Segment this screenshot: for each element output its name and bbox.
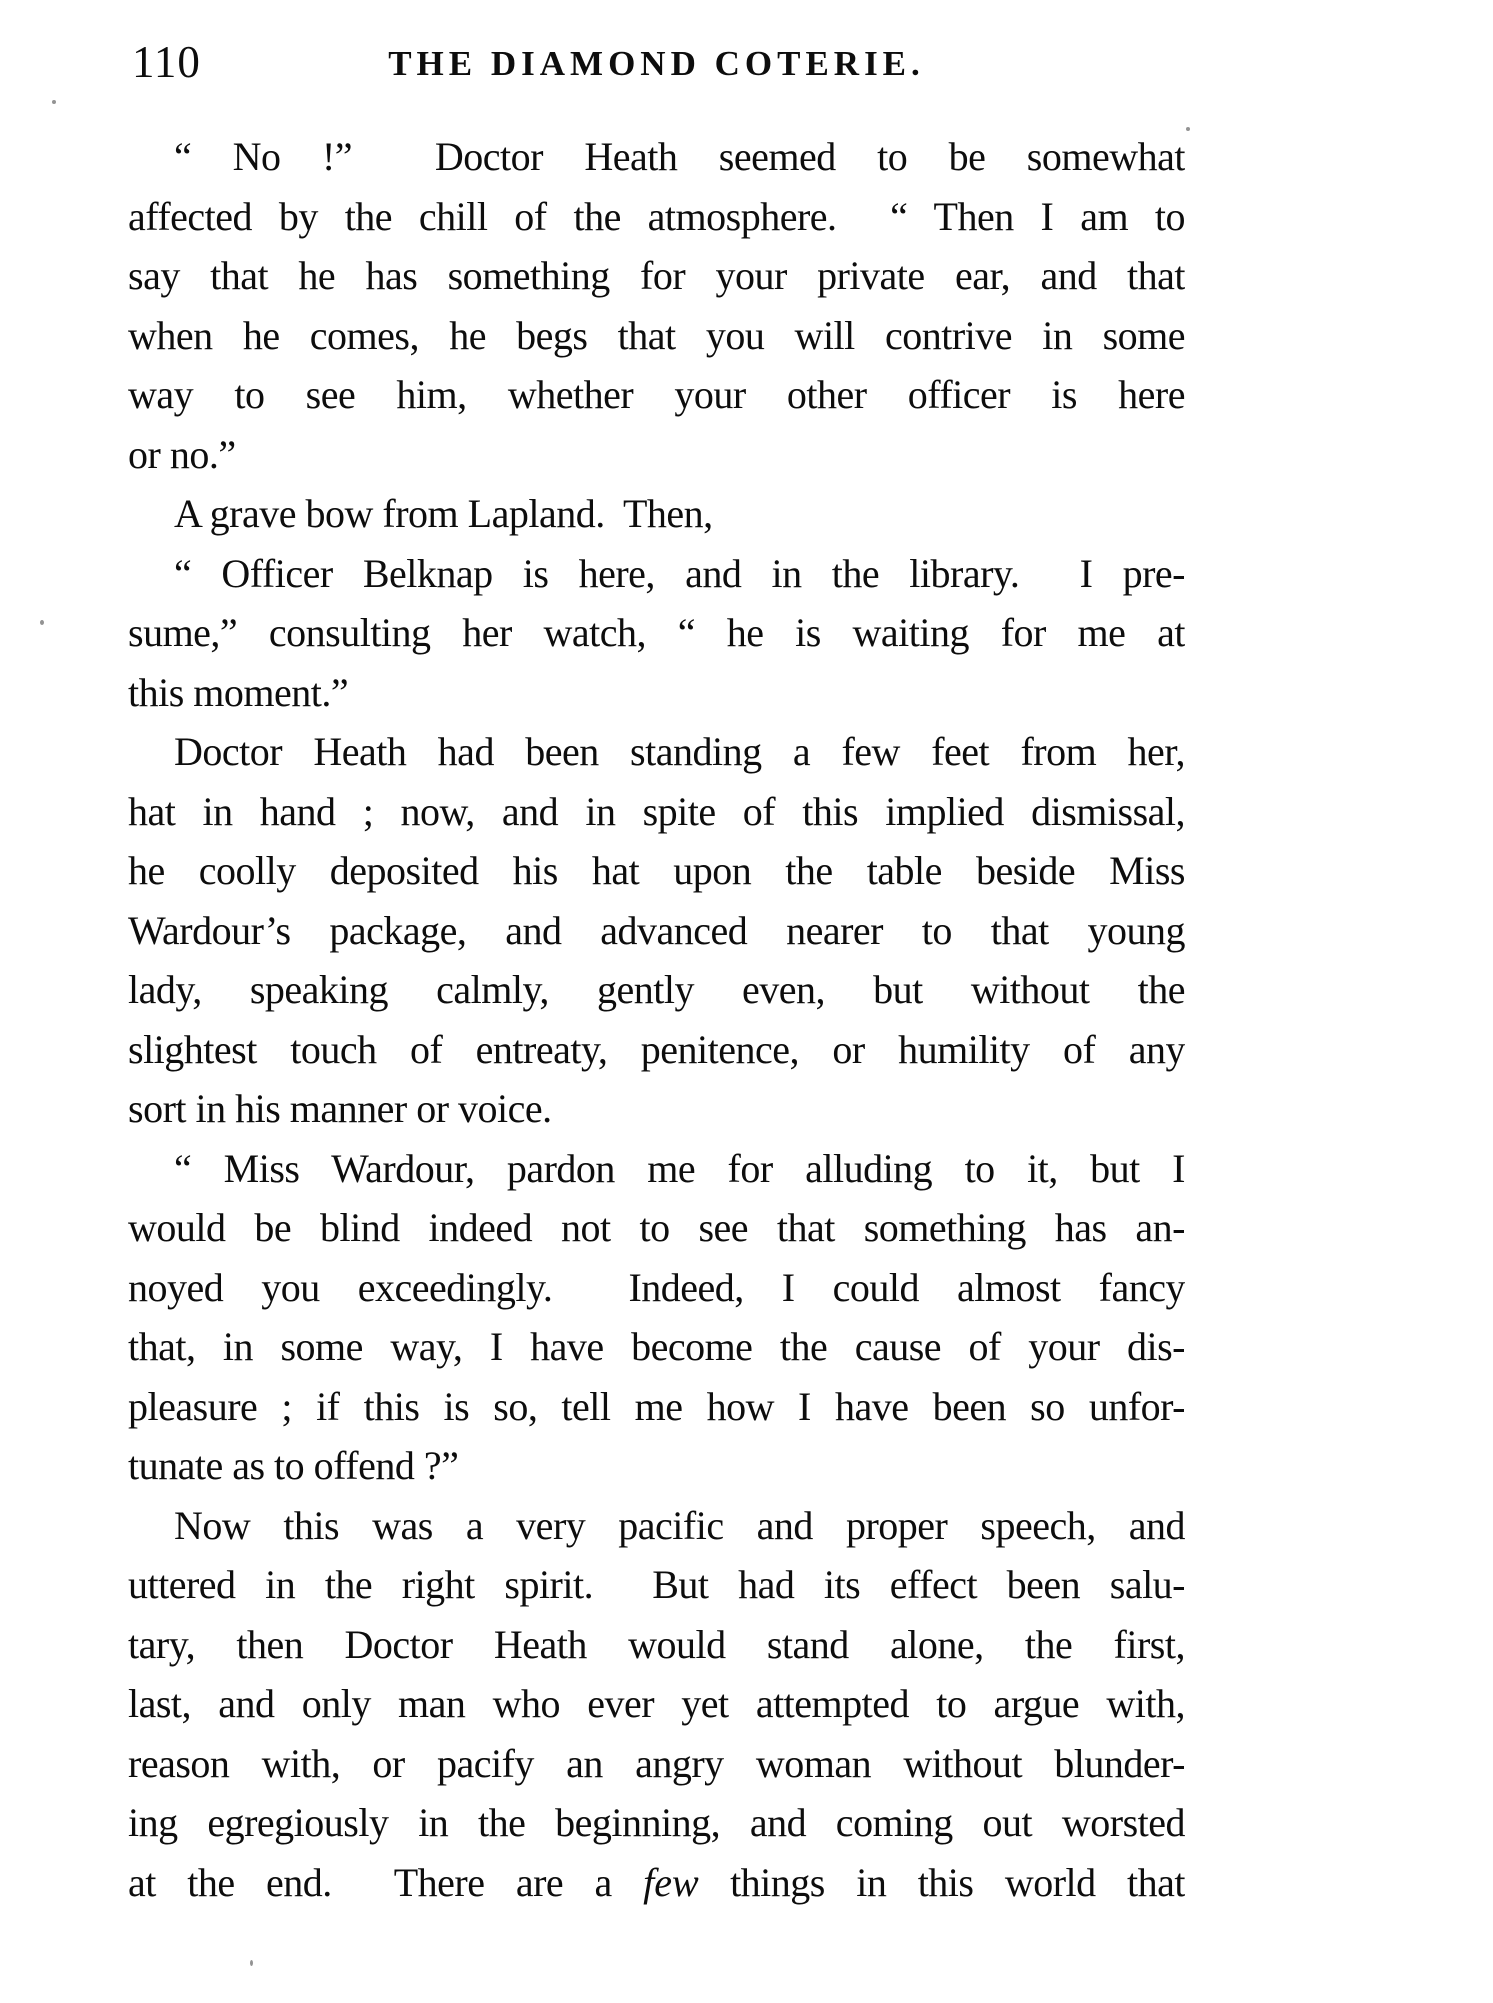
text-line: that, in some way, I have become the cause of your dis- [128, 1324, 1185, 1369]
text-line: “ Miss Wardour, pardon me for alluding to it, but I [174, 1145, 1185, 1191]
text-line: affected by the chill of the atmosphere. “ Then I am to [128, 193, 1185, 239]
text-line: last, and only man who ever yet attempted to argue with, [128, 1681, 1185, 1726]
scan-speck [250, 1960, 253, 1966]
running-title: THE DIAMOND COTERIE. [388, 44, 925, 83]
text-line: lady, speaking calmly, gently even, but without the [128, 967, 1185, 1012]
italic-word: few [643, 1859, 699, 1905]
text-line: Wardour’s package, and advanced nearer to that young [128, 907, 1185, 953]
text-line: pleasure ; if this is so, tell me how I have been so unfor- [128, 1383, 1185, 1429]
text-segment: things in this world that [698, 1859, 1185, 1905]
scan-speck [52, 100, 56, 104]
text-segment: at the end. There are a [128, 1859, 644, 1905]
text-line: he coolly deposited his hat upon the table beside Miss [128, 848, 1185, 893]
text-line: sume,” consulting her watch, “ he is waiting for me at [128, 610, 1185, 655]
text-line: Doctor Heath had been standing a few feet from her, [174, 729, 1185, 774]
page-number: 110 [132, 37, 201, 87]
text-line: hat in hand ; now, and in spite of this implied dismissal, [128, 788, 1185, 834]
text-line: uttered in the right spirit. But had its effect been salu- [128, 1562, 1185, 1607]
text-line: A grave bow from Lapland. Then, [174, 491, 713, 536]
text-line: “ Officer Belknap is here, and in the library. I pre- [174, 550, 1185, 596]
page-header [128, 36, 1185, 96]
scan-speck [1186, 127, 1190, 131]
text-line [128, 1853, 1185, 1913]
text-line: tary, then Doctor Heath would stand alone, the first, [128, 1621, 1185, 1667]
text-line: this moment.” [128, 669, 349, 715]
body-text [128, 127, 1185, 1912]
text-line: “ No !” Doctor Heath seemed to be somewhat [174, 134, 1185, 179]
text-line: reason with, or pacify an angry woman without blunder- [128, 1740, 1185, 1786]
text-line: noyed you exceedingly. Indeed, I could almost fancy [128, 1264, 1185, 1310]
text-line: ing egregiously in the beginning, and coming out worsted [128, 1800, 1185, 1845]
text-line: sort in his manner or voice. [128, 1086, 552, 1131]
scan-speck [40, 620, 44, 625]
text-line: would be blind indeed not to see that something has an- [128, 1205, 1185, 1250]
text-line: tunate as to offend ?” [128, 1443, 459, 1488]
text-line: when he comes, he begs that you will contrive in some [128, 312, 1185, 358]
text-line: or no.” [128, 431, 236, 477]
text-line: slightest touch of entreaty, penitence, or humility of any [128, 1026, 1185, 1072]
text-line: say that he has something for your private ear, and that [128, 253, 1185, 298]
text-line: Now this was a very pacific and proper speech, and [174, 1502, 1185, 1548]
text-line: way to see him, whether your other officer is here [128, 372, 1185, 417]
